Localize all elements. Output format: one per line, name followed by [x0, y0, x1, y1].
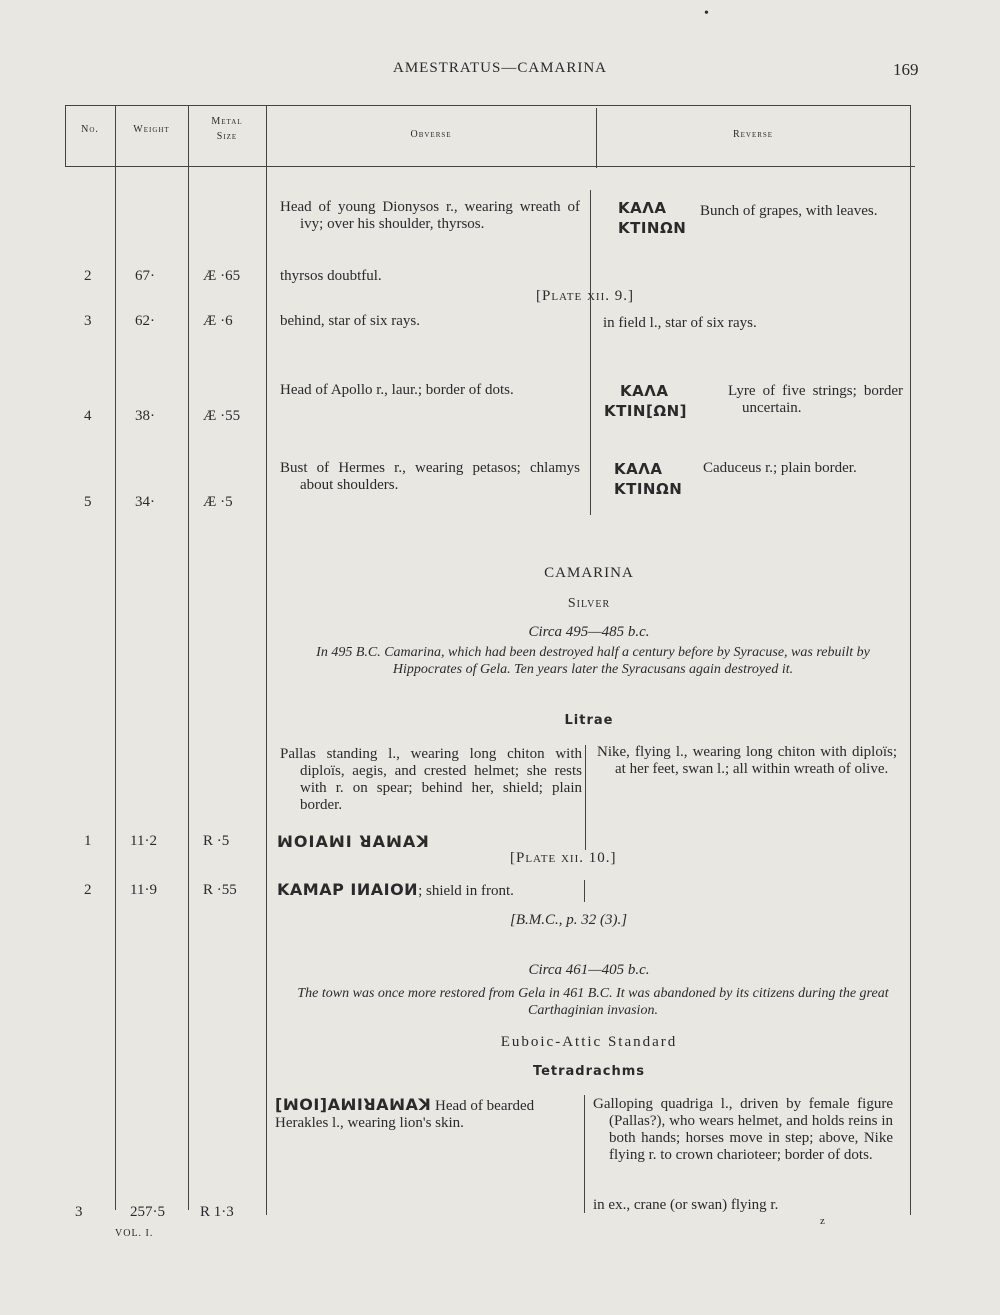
coin-weight: 11·9 [130, 882, 157, 898]
reverse-legend: ΚΑΛΑ ΚΤΙΝΩΝ [618, 199, 687, 237]
section-title: CAMARINA [544, 565, 634, 581]
reverse-description: Caduceus r.; plain border. [703, 460, 857, 476]
coin-metal-size: Æ ·6 [203, 313, 233, 329]
period-heading: Circa 461—405 b.c. [528, 962, 650, 978]
coin-weight: 67· [135, 268, 155, 284]
page-number: 169 [893, 60, 919, 79]
coin-metal-size: R ·5 [203, 833, 230, 849]
reverse-description: Lyre of five strings; border uncertain. [728, 383, 903, 416]
coin-weight: 62· [135, 313, 155, 329]
denomination-heading: Tetradrachms [532, 1064, 646, 1079]
catalogue-reference: [B.M.C., p. 32 (3).] [510, 912, 628, 928]
obverse-description: Head of young Dionysos r., wearing wreath of ivy; over his shoulder, thyrsos. [280, 199, 580, 232]
obverse-description: Head of Apollo r., laur.; border of dots. [280, 382, 514, 398]
reverse-description: in field l., star of six rays. [603, 315, 757, 331]
signature-mark: z [820, 1215, 825, 1227]
col-rule-right [910, 105, 911, 1215]
obverse-description: thyrsos doubtful. [280, 268, 382, 284]
col-rule-weight [115, 105, 116, 1210]
coin-number: 4 [84, 408, 92, 424]
coin-number: 2 [84, 882, 92, 898]
coin-number: 2 [84, 268, 92, 284]
obv-rev-divider-2 [585, 745, 586, 850]
obverse-legend-line: KAMAP IИAIOИ; shield in front. [277, 880, 514, 899]
coin-weight: 11·2 [130, 833, 157, 849]
historical-note: In 495 B.C. Camarina, which had been destroyed half a century before by Syracuse, was rebuilt by Hippocrates of Gela. Ten years later the Syracusans again destroyed it. [316, 645, 870, 677]
coin-metal-size: Æ ·65 [203, 268, 241, 284]
coin-weight: 257·5 [130, 1204, 165, 1220]
metal-heading: Silver [567, 596, 611, 611]
standard-heading: Euboic-Attic Standard [500, 1034, 678, 1050]
reverse-description: Galloping quadriga l., driven by female figure (Pallas?), who wears helmet, and holds reins in both hands; horses move in step; above, Nike flying r. to crown charioteer; border of dots. [593, 1096, 893, 1163]
coin-metal-size: R 1·3 [200, 1204, 234, 1220]
table-top-rule [65, 105, 910, 106]
coin-number: 5 [84, 494, 92, 510]
col-rule-left [65, 105, 66, 167]
coin-weight: 38· [135, 408, 155, 424]
obverse-description: Bust of Hermes r., wearing petasos; chlamys about shoulders. [280, 460, 580, 493]
plate-reference: [Plate xii. 10.] [510, 850, 617, 866]
reverse-description: Nike, flying l., wearing long chiton with diploïs; at her feet, swan l.; all within wreath of olive. [597, 744, 897, 777]
coin-number: 3 [84, 313, 92, 329]
historical-note: The town was once more restored from Gela in 461 B.C. It was abandoned by its citizens during the great Carthaginian invasion. [297, 986, 889, 1018]
reverse-description: Bunch of grapes, with leaves. [700, 203, 878, 219]
coin-weight: 34· [135, 494, 155, 510]
coin-metal-size: Æ ·5 [203, 494, 233, 510]
obv-rev-divider-3 [584, 880, 585, 902]
reverse-legend: ΚΑΛΑ ΚΤΙΝΩΝ [614, 460, 683, 498]
col-header-obverse: Obverse [410, 129, 452, 140]
obverse-description: [ꟽOI]AꟽIꓤAꟽAꓘ Head of bearded Herakles l., wearing lion's skin. [275, 1095, 535, 1131]
col-header-metal: Metal [211, 116, 243, 127]
coin-number: 3 [75, 1204, 83, 1220]
col-rule-obverse [266, 105, 267, 1215]
col-header-no: No. [81, 124, 99, 135]
coin-metal-size: R ·55 [203, 882, 237, 898]
coin-metal-size: Æ ·55 [203, 408, 241, 424]
top-mark: • [704, 6, 709, 21]
col-header-size: Size [216, 131, 238, 142]
plate-reference: [Plate xii. 9.] [536, 288, 634, 304]
volume-mark: VOL. I. [115, 1228, 154, 1239]
obv-rev-divider-4 [584, 1095, 585, 1213]
coin-number: 1 [84, 833, 92, 849]
obverse-legend: ꟽOIAꟽI ꓤAꟽAꓘ [277, 832, 430, 851]
period-heading: Circa 495—485 b.c. [528, 624, 650, 640]
col-header-reverse: Reverse [732, 129, 774, 140]
obverse-description: behind, star of six rays. [280, 313, 420, 329]
col-rule-metal [188, 105, 189, 1210]
reverse-exergue: in ex., crane (or swan) flying r. [593, 1197, 779, 1213]
running-title: AMESTRATUS—CAMARINA [392, 60, 608, 76]
col-header-weight: Weight [133, 124, 170, 135]
obv-rev-divider-1 [590, 190, 591, 515]
denomination-heading: Litrae [564, 713, 614, 728]
reverse-legend: ΚΑΛΑ ΚΤΙΝ[ΩΝ] [604, 382, 688, 420]
obverse-description: Pallas standing l., wearing long chiton with diploïs, aegis, and crested helmet; she rests with r. on spear; behind her, shield; plain border. [280, 746, 582, 813]
table-header-rule [65, 166, 915, 167]
